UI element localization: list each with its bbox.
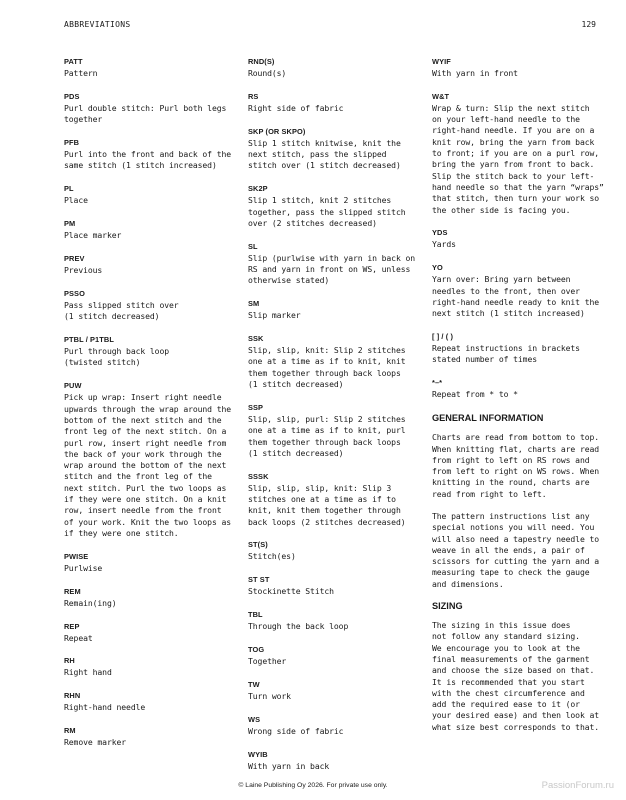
abbreviation-term: PREV xyxy=(64,254,85,264)
general-information-paragraph: Charts are read from bottom to top. When knitting flat, charts are read from right to left on RS rows and from left to right on WS rows. When knitting in the round, charts are read from right to left. xyxy=(432,432,600,499)
abbreviation-term: SSK xyxy=(248,334,264,344)
abbreviation-entry xyxy=(64,184,234,206)
abbreviations-column-2 xyxy=(248,57,418,785)
abbreviation-entry xyxy=(248,299,418,321)
abbreviation-definition: Slip (purlwise with yarn in back on RS and yarn in front on WS, unless otherwise stated) xyxy=(248,252,416,286)
abbreviation-definition: Repeat instructions in brackets stated number of times xyxy=(432,343,580,365)
page-number: 129 xyxy=(581,20,596,29)
abbreviation-term: PSSO xyxy=(64,288,85,298)
abbreviation-entry xyxy=(64,726,234,748)
abbreviation-definition: Wrap & turn: Slip the next stitch on your left-hand needle to the right-hand needle. If you are on a knit row, bring the yarn from back to front; if you are on a purl row, bring the yarn from front to back. Slip the stitch back to your left- hand needle so that the yarn “wraps” that stitch, then turn your work so the other side is facing you. xyxy=(432,102,604,215)
abbreviation-term: RND(S) xyxy=(248,57,275,66)
abbreviation-definition: Previous xyxy=(64,265,103,276)
abbreviation-entry xyxy=(248,575,418,597)
abbreviation-term: TBL xyxy=(248,610,263,620)
abbreviation-definition: Place marker xyxy=(64,230,122,241)
abbreviation-definition: Pick up wrap: Insert right needle upwards through the wrap around the bottom of the next stitch and the front leg of the next stitch. On a purl row, insert right needle from the back of your work through the wrap around the bottom of the next stitch and the front leg of the next stitch. Purl the two loops as if they were one stitch. On a knit row, insert needle from the front of your work. Knit the two loops as if they were one stitch. xyxy=(64,392,232,538)
section-title: ABBREVIATIONS xyxy=(64,20,131,29)
abbreviation-definition: Slip 1 stitch, knit 2 stitches together, pass the slipped stitch over (2 stitches decreased) xyxy=(248,195,406,228)
abbreviation-definition: Slip, slip, purl: Slip 2 stitches one at a time as if to knit, purl them together through back loops (1 stitch decreased) xyxy=(248,413,406,458)
abbreviation-definition: Purl double stitch: Purl both legs together xyxy=(64,102,227,125)
abbreviation-definition: Through the back loop xyxy=(248,621,349,632)
abbreviation-definition: Yarn over: Bring yarn between needles to the front, then over right-hand needle ready to knit the next stitch (1 stitch increased) xyxy=(432,274,600,319)
abbreviation-definition: Purlwise xyxy=(64,562,103,573)
abbreviation-definition: Remain(ing) xyxy=(64,597,117,608)
abbreviation-entry xyxy=(248,57,418,79)
abbreviation-term: YO xyxy=(432,263,443,273)
abbreviation-term: RS xyxy=(248,91,259,101)
abbreviation-definition: Place xyxy=(64,195,88,206)
abbreviation-entry xyxy=(248,403,418,459)
abbreviation-entry xyxy=(64,92,234,126)
abbreviations-column-1 xyxy=(64,57,234,761)
abbreviation-entry xyxy=(248,334,418,390)
abbreviation-entry xyxy=(248,610,418,632)
abbreviation-definition: Slip marker xyxy=(248,310,301,321)
abbreviation-term: ST ST xyxy=(248,575,270,585)
abbreviation-term: W&T xyxy=(432,91,450,101)
abbreviation-definition: Stitch(es) xyxy=(248,551,296,562)
abbreviation-entry xyxy=(432,332,604,366)
abbreviation-term: PL xyxy=(64,184,74,194)
abbreviation-term: SK2P xyxy=(248,184,268,194)
abbreviation-entry xyxy=(248,472,418,528)
abbreviation-definition: Slip, slip, knit: Slip 2 stitches one at a time as if to knit, knit them together through back loops (1 stitch decreased) xyxy=(248,345,406,390)
abbreviation-definition: Right-hand needle xyxy=(64,702,146,713)
abbreviation-entry xyxy=(248,127,418,172)
abbreviation-entry xyxy=(64,138,234,172)
abbreviation-entry xyxy=(64,622,234,644)
abbreviation-entry xyxy=(248,750,418,772)
abbreviation-definition: Wrong side of fabric xyxy=(248,725,344,736)
abbreviation-term: TW xyxy=(248,680,260,690)
abbreviation-entry xyxy=(64,335,234,369)
abbreviation-definition: Remove marker xyxy=(64,737,127,748)
abbreviation-definition: With yarn in back xyxy=(248,760,330,771)
abbreviation-definition: Slip 1 stitch knitwise, knit the next stitch, pass the slipped stitch over (1 stitch decreased) xyxy=(248,137,401,171)
abbreviation-definition: Repeat from * to * xyxy=(432,389,518,400)
abbreviation-term: REM xyxy=(64,586,81,596)
abbreviation-term: SM xyxy=(248,299,260,309)
abbreviation-term: PUW xyxy=(64,381,82,391)
sizing-heading: SIZING xyxy=(432,601,463,612)
abbreviation-entry xyxy=(64,289,234,323)
abbreviation-term: YDS xyxy=(432,228,448,238)
abbreviation-entry xyxy=(64,691,234,713)
abbreviation-entry xyxy=(64,552,234,574)
copyright-footer: © Laine Publishing Oy 2026. For private use only. xyxy=(238,782,388,789)
page-header xyxy=(64,20,596,34)
sizing-section xyxy=(432,601,604,733)
abbreviation-entry xyxy=(432,228,604,250)
abbreviation-entry xyxy=(64,219,234,241)
abbreviation-entry xyxy=(64,587,234,609)
abbreviation-entry xyxy=(248,242,418,287)
abbreviation-definition: Pattern xyxy=(64,68,98,78)
abbreviation-term: SKP (OR SKPO) xyxy=(248,126,306,136)
abbreviation-entry xyxy=(432,378,604,400)
abbreviation-entry xyxy=(64,381,234,539)
abbreviation-entry xyxy=(64,254,234,276)
abbreviation-definition: Repeat xyxy=(64,632,93,643)
abbreviation-definition: Yards xyxy=(432,239,456,250)
abbreviation-entry xyxy=(64,57,234,79)
abbreviation-definition: Stockinette Stitch xyxy=(248,586,334,597)
abbreviation-entry xyxy=(248,92,418,114)
abbreviation-definition: Round(s) xyxy=(248,68,287,78)
abbreviation-term: WS xyxy=(248,714,261,724)
general-information-paragraph: The pattern instructions list any special notions you will need. You will also need a tapestry needle to weave in all the ends, a pair of scissors for cutting the yarn and a measuring tape to check the gauge and dimensions. xyxy=(432,510,600,589)
abbreviation-term: RHN xyxy=(64,691,81,701)
abbreviation-term: ST(S) xyxy=(248,540,268,550)
abbreviation-entry xyxy=(432,92,604,216)
general-information-section xyxy=(432,413,604,590)
abbreviation-definition: Purl into the front and back of the same stitch (1 stitch increased) xyxy=(64,149,232,171)
abbreviation-term: PTBL / P1TBL xyxy=(64,335,114,345)
abbreviation-definition: Slip, slip, slip, knit: Slip 3 stitches one at a time as if to knit, knit them together through back loops (2 stitches decreased) xyxy=(248,482,406,527)
abbreviation-term: WYIF xyxy=(432,57,451,66)
abbreviations-column-3 xyxy=(432,57,604,744)
abbreviation-definition: Turn work xyxy=(248,691,291,702)
abbreviation-term: SSP xyxy=(248,402,264,412)
abbreviation-entry xyxy=(64,656,234,678)
abbreviation-entry xyxy=(248,540,418,562)
abbreviation-term: PFB xyxy=(64,138,80,148)
abbreviation-term: WYIB xyxy=(248,749,268,759)
abbreviation-definition: Right side of fabric xyxy=(248,102,344,113)
abbreviation-entry xyxy=(248,645,418,667)
abbreviation-definition: With yarn in front xyxy=(432,68,518,78)
abbreviations-list xyxy=(432,57,604,401)
abbreviation-term: PM xyxy=(64,219,76,229)
abbreviation-definition: Pass slipped stitch over (1 stitch decreased) xyxy=(64,299,179,322)
abbreviation-entry xyxy=(432,263,604,319)
abbreviation-definition: Purl through back loop (twisted stitch) xyxy=(64,346,170,368)
abbreviation-term: PWISE xyxy=(64,551,89,561)
abbreviation-term: [ ] / ( ) xyxy=(432,332,454,342)
abbreviation-term: RH xyxy=(64,656,75,666)
abbreviation-definition: Right hand xyxy=(64,667,112,678)
abbreviation-definition: Together xyxy=(248,656,287,667)
abbreviation-term: TOG xyxy=(248,645,265,655)
abbreviation-term: REP xyxy=(64,621,80,631)
abbreviation-term: PDS xyxy=(64,91,80,101)
abbreviation-entry xyxy=(248,680,418,702)
general-information-heading: GENERAL INFORMATION xyxy=(432,413,544,424)
abbreviation-term: SL xyxy=(248,241,258,251)
abbreviation-term: SSSK xyxy=(248,471,269,481)
abbreviation-term: *–* xyxy=(432,378,443,388)
abbreviation-term: RM xyxy=(64,726,76,736)
abbreviation-term: PATT xyxy=(64,57,83,66)
watermark: PassionForum.ru xyxy=(541,780,614,791)
sizing-paragraph: The sizing in this issue does not follow any standard sizing. We encourage you to look at the final measurements of the garment and choose the size based on that. It is recommended that you start with the chest circumference and add the required ease to it (or your desired ease) and then look at what size best corresponds to that. xyxy=(432,620,600,732)
abbreviation-entry xyxy=(248,715,418,737)
abbreviation-entry xyxy=(432,57,604,79)
abbreviation-entry xyxy=(248,184,418,229)
